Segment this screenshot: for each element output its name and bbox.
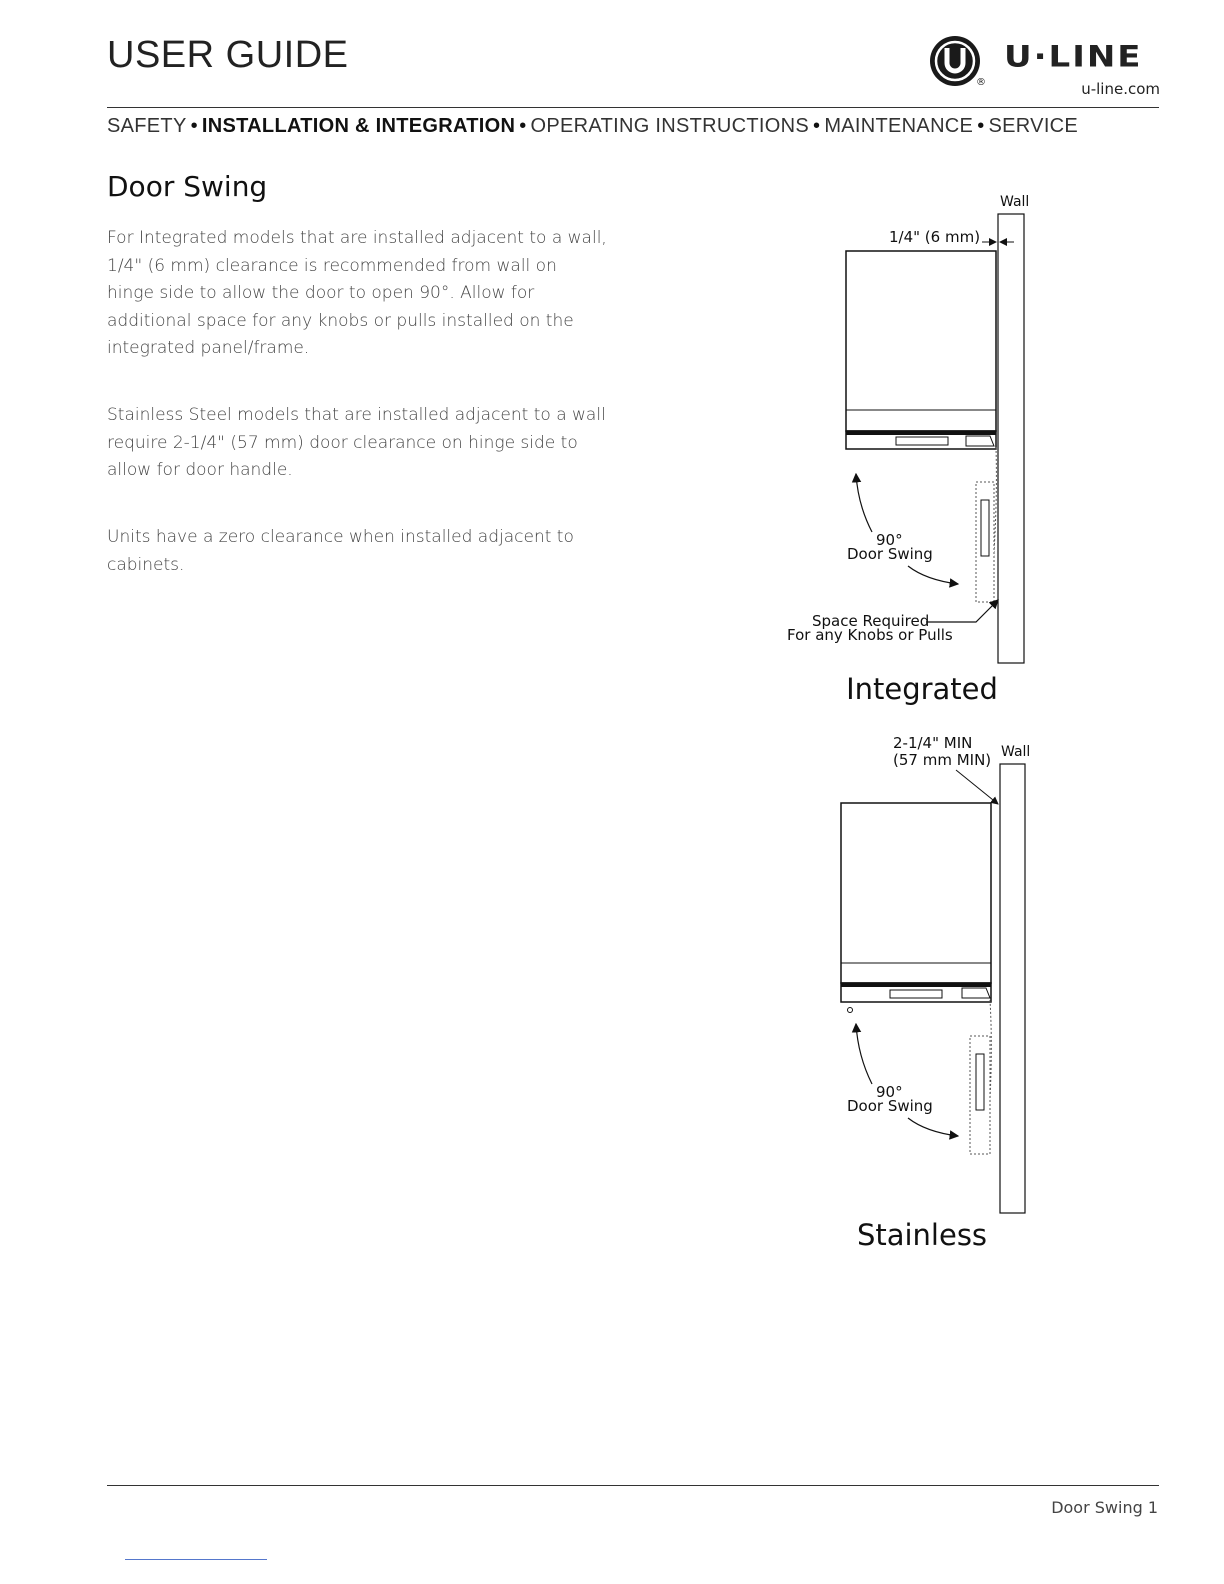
stainless-clearance-leader xyxy=(956,770,998,804)
integrated-control-panel xyxy=(896,437,948,445)
stainless-wall xyxy=(1000,764,1025,1213)
stainless-door-open-panel xyxy=(976,1054,984,1110)
stainless-control-panel xyxy=(890,990,942,998)
paragraph-integrated: For Integrated models that are installed adjacent to a wall, 1/4" (6 mm) clearance is recommended from wall on hinge side to allow the door to open 90°. Allow for additional space for any knobs or pulls installed on the integrated panel/frame. xyxy=(107,228,607,359)
integrated-wall-label: Wall xyxy=(1000,194,1030,210)
integrated-swing-arrow-up xyxy=(856,474,872,532)
stainless-clearance-sub-label: (57 mm MIN) xyxy=(893,751,992,769)
nav-item-safety[interactable]: SAFETY xyxy=(107,115,187,137)
stainless-swing-angle: 90° xyxy=(876,1083,903,1101)
footer-divider xyxy=(107,1485,1159,1486)
stainless-wall-label: Wall xyxy=(1001,744,1031,760)
uline-logo xyxy=(926,32,1166,98)
footer-link-underline xyxy=(125,1559,267,1560)
paragraph-cabinets: Units have a zero clearance when installed adjacent to cabinets. xyxy=(107,527,574,575)
stainless-swing-path xyxy=(986,1000,991,1150)
stainless-handle-mark xyxy=(848,1008,853,1013)
registered-mark: ® xyxy=(976,77,986,88)
integrated-cabinet-body xyxy=(846,251,996,431)
integrated-door-closed xyxy=(846,431,996,449)
nav-separator: • xyxy=(519,115,527,137)
integrated-swing-angle: 90° xyxy=(876,531,903,549)
page-header-title: USER GUIDE xyxy=(107,34,349,76)
stainless-swing-arrow-up xyxy=(856,1024,872,1084)
integrated-swing-label: Door Swing xyxy=(847,545,933,563)
stainless-caption: Stainless xyxy=(856,1218,988,1252)
space-required-label: Space Required xyxy=(812,612,930,630)
integrated-door-open-panel xyxy=(981,500,989,556)
stainless-door-open xyxy=(970,1036,990,1154)
nav-separator: • xyxy=(813,115,821,137)
nav-item-service[interactable]: SERVICE xyxy=(988,115,1079,137)
stainless-diagram xyxy=(841,734,1030,1252)
stainless-door-shade xyxy=(841,983,991,987)
section-title: Door Swing xyxy=(107,170,268,203)
stainless-door-closed xyxy=(841,983,991,1002)
stainless-cabinet-body xyxy=(841,803,991,983)
uline-logo-icon xyxy=(928,34,982,88)
integrated-swing-arrow-down xyxy=(908,566,958,584)
nav-separator: • xyxy=(190,115,198,137)
integrated-clearance-label: 1/4" (6 mm) xyxy=(889,228,981,246)
integrated-wall xyxy=(998,214,1024,663)
header-divider xyxy=(107,107,1159,108)
integrated-caption: Integrated xyxy=(846,672,998,706)
integrated-door-open xyxy=(976,482,994,602)
integrated-hinge xyxy=(966,436,994,446)
integrated-door-shade xyxy=(846,431,996,435)
brand-wordmark: U·LINE xyxy=(1004,40,1143,75)
stainless-swing-arrow-down xyxy=(908,1118,958,1136)
brand-url: u-line.com xyxy=(1081,80,1160,98)
section-nav xyxy=(107,115,1167,138)
integrated-swing-path xyxy=(990,447,996,600)
paragraph-stainless: Stainless Steel models that are installed adjacent to a wall require 2-1/4" (57 mm) door clearance on hinge side to allow for door handle. xyxy=(107,405,606,481)
nav-item-installation-integration[interactable]: INSTALLATION & INTEGRATION xyxy=(201,115,516,137)
footer-page-label: Door Swing 1 xyxy=(1051,1498,1158,1517)
space-required-leader xyxy=(926,600,998,622)
stainless-clearance-label: 2-1/4" MIN xyxy=(893,734,973,752)
nav-separator: • xyxy=(977,115,985,137)
stainless-hinge xyxy=(962,988,990,998)
nav-item-operating-instructions[interactable]: OPERATING INSTRUCTIONS xyxy=(530,115,810,137)
nav-item-maintenance[interactable]: MAINTENANCE xyxy=(824,115,974,137)
space-required-sub-label: For any Knobs or Pulls xyxy=(787,626,953,644)
integrated-diagram xyxy=(787,194,1029,706)
stainless-swing-label: Door Swing xyxy=(847,1097,933,1115)
